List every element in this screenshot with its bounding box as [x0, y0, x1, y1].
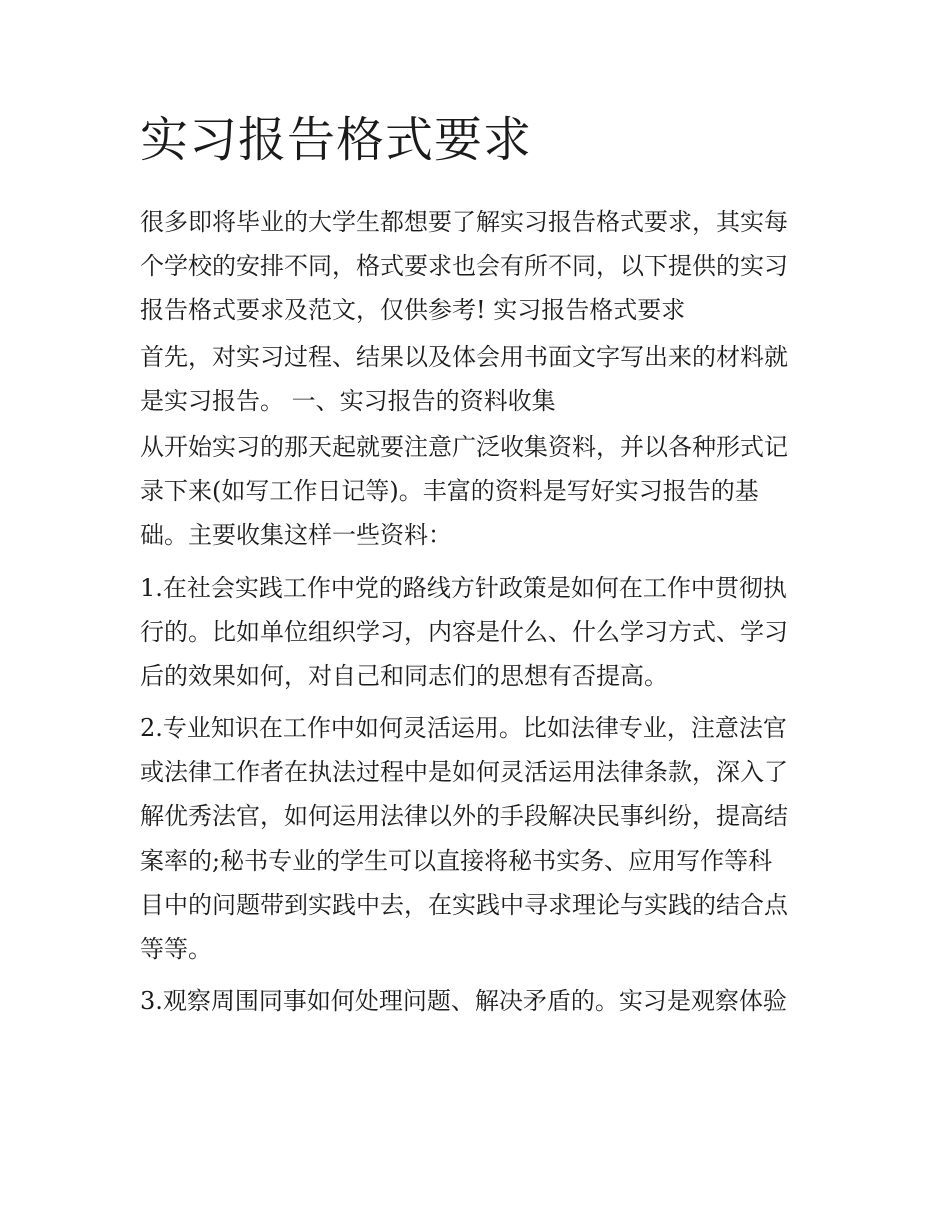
text-line: 2.专业知识在工作中如何灵活运用。比如法律专业，注意法官 [140, 714, 787, 743]
text-line: 很多即将毕业的大学生都想要了解实习报告格式要求，其实每 [140, 208, 788, 236]
text-line: 础。主要收集这样一些资料： [140, 521, 452, 550]
paragraph-collection [140, 425, 815, 558]
text-line: 解优秀法官，如何运用法律以外的手段解决民事纠纷，提高结 [140, 802, 788, 831]
text-line: 录下来(如写工作日记等)。丰富的资料是写好实习报告的基 [140, 477, 759, 506]
text-line: 后的效果如何，对自己和同志们的思想有否提高。 [140, 661, 668, 690]
text-line: 首先，对实习过程、结果以及体会用书面文字写出来的材料就 [140, 342, 788, 371]
paragraph-definition [140, 335, 815, 423]
page-title: 实习报告格式要求 [140, 112, 533, 168]
text-line: 从开始实习的那天起就要注意广泛收集资料，并以各种形式记 [140, 432, 788, 461]
list-item-1 [140, 566, 815, 699]
text-line: 个学校的安排不同，格式要求也会有所不同，以下提供的实习 [140, 252, 788, 281]
list-item-2 [140, 706, 815, 971]
text-line: 3.观察周围同事如何处理问题、解决矛盾的。实习是观察体验 [140, 987, 787, 1016]
paragraph-intro [140, 200, 815, 333]
document-body [140, 200, 815, 1023]
text-line: 报告格式要求及范文，仅供参考! 实习报告格式要求 [140, 296, 686, 325]
text-line: 行的。比如单位组织学习，内容是什么、什么学习方式、学习 [140, 617, 788, 646]
text-line: 是实习报告。 一、实习报告的资料收集 [140, 386, 556, 415]
text-line: 案率的;秘书专业的学生可以直接将秘书实务、应用写作等科 [140, 846, 773, 875]
list-item-3 [140, 979, 815, 1023]
text-line: 等等。 [140, 935, 212, 963]
text-line: 1.在社会实践工作中党的路线方针政策是如何在工作中贯彻执 [140, 573, 787, 602]
text-line: 或法律工作者在执法过程中是如何灵活运用法律条款，深入了 [140, 758, 788, 787]
text-line: 目中的问题带到实践中去，在实践中寻求理论与实践的结合点 [140, 890, 788, 919]
